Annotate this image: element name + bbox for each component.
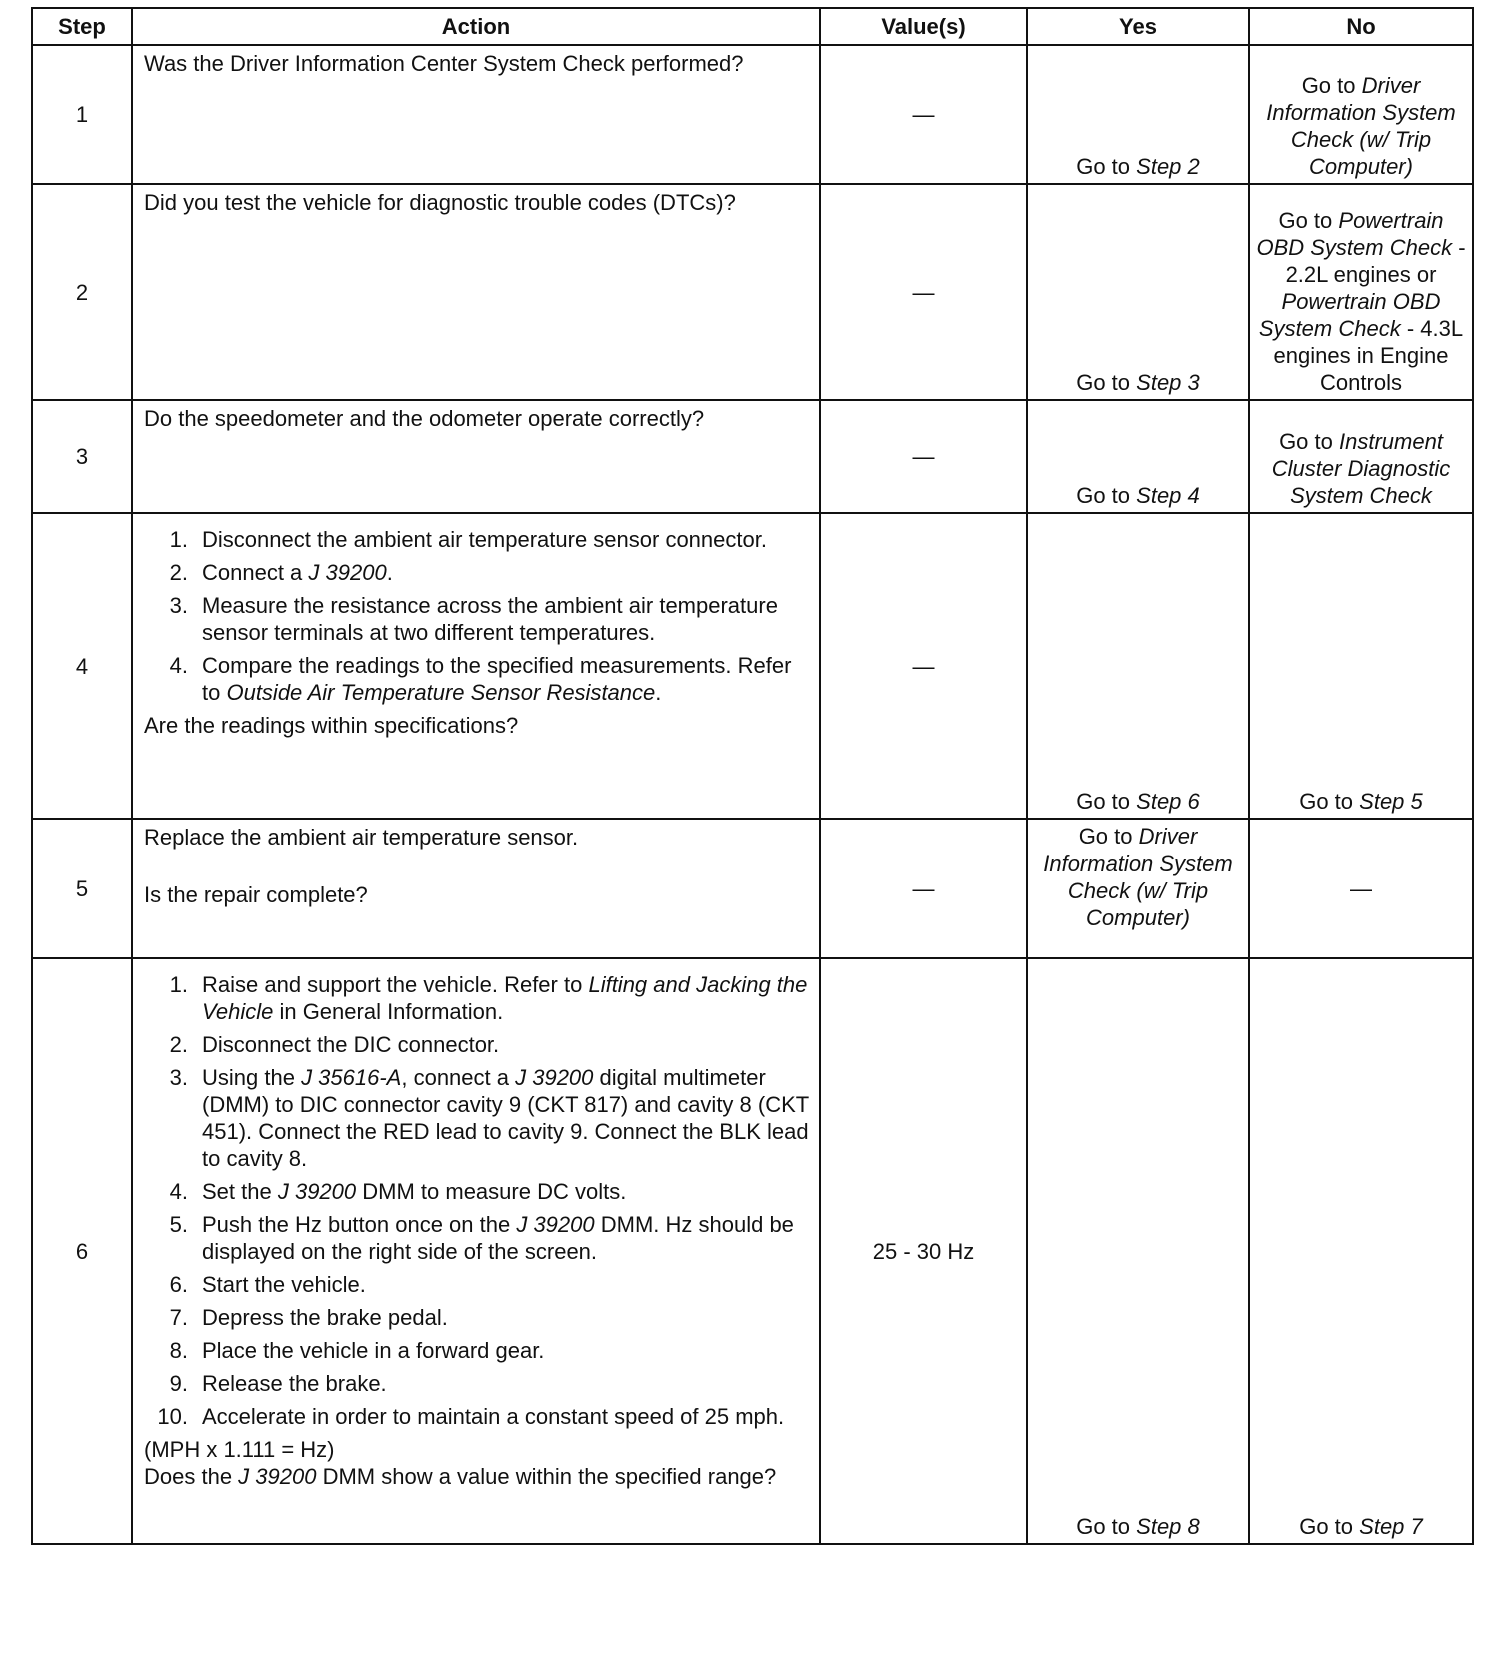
yes-target: Step 4 <box>1136 483 1200 508</box>
step-number: 6 <box>32 958 132 1544</box>
list-item: 4. Compare the readings to the specified measurements. Refer to Outside Air Temperature Sensor Resistance. <box>169 653 792 705</box>
value-cell: — <box>820 513 1027 819</box>
header-step: Step <box>32 8 132 45</box>
table-row <box>32 819 1473 958</box>
no-target: Powertrain OBD System Check <box>1258 289 1441 341</box>
yes-cell <box>1027 45 1249 184</box>
yes-cell <box>1027 819 1249 958</box>
action-text <box>132 45 820 184</box>
yes-target: Step 2 <box>1136 154 1200 179</box>
list-item: 1. Disconnect the ambient air temperature sensor connector. <box>169 527 767 552</box>
list-item: 2. Connect a J 39200. <box>169 560 393 585</box>
action-question: Does the J 39200 DMM show a value within the specified range? <box>144 1464 777 1489</box>
go-to-label: Go to <box>1076 1514 1131 1539</box>
list-item: 6. Start the vehicle. <box>169 1272 366 1297</box>
go-to-label: Go to <box>1301 73 1356 98</box>
yes-cell <box>1027 958 1249 1544</box>
step-number: 1 <box>32 45 132 184</box>
procedure-list <box>144 526 809 706</box>
go-to-label: Go to <box>1078 824 1133 849</box>
diagnostic-table <box>31 7 1474 1545</box>
yes-cell <box>1027 513 1249 819</box>
list-item: 4. Set the J 39200 DMM to measure DC volts. <box>169 1179 627 1204</box>
table-row <box>32 184 1473 400</box>
value-cell: — <box>820 400 1027 513</box>
no-cell <box>1249 184 1473 400</box>
no-cell <box>1249 45 1473 184</box>
table-row <box>32 400 1473 513</box>
action-text <box>132 819 820 958</box>
no-text: - 4.3L engines in Engine Controls <box>1273 316 1464 395</box>
action-text <box>132 513 820 819</box>
procedure-list <box>144 971 809 1430</box>
yes-target: Driver Information System Check (w/ Trip Computer) <box>1043 824 1233 930</box>
action-question: Was the Driver Information Center System Check performed? <box>144 51 744 76</box>
no-target: Step 5 <box>1359 789 1423 814</box>
list-item: 2. Disconnect the DIC connector. <box>169 1032 500 1057</box>
action-instruction: Replace the ambient air temperature sensor. <box>144 825 579 850</box>
action-question: Is the repair complete? <box>144 882 368 907</box>
header-row <box>32 8 1473 45</box>
value-cell: — <box>820 184 1027 400</box>
no-target: Powertrain OBD System Check <box>1256 208 1453 260</box>
header-action: Action <box>132 8 820 45</box>
list-item: 7. Depress the brake pedal. <box>169 1305 448 1330</box>
list-item: 5. Push the Hz button once on the J 39200 DMM. Hz should be displayed on the right side of the screen. <box>169 1212 794 1264</box>
step-number: 2 <box>32 184 132 400</box>
value-cell: 25 - 30 Hz <box>820 958 1027 1544</box>
go-to-label: Go to <box>1076 370 1131 395</box>
header-yes: Yes <box>1027 8 1249 45</box>
go-to-label: Go to <box>1076 483 1131 508</box>
step-number: 4 <box>32 513 132 819</box>
list-item: 1. Raise and support the vehicle. Refer to Lifting and Jacking the Vehicle in General Information. <box>169 972 808 1024</box>
no-target: Instrument Cluster Diagnostic System Check <box>1271 429 1451 508</box>
list-item: 9. Release the brake. <box>169 1371 387 1396</box>
header-no: No <box>1249 8 1473 45</box>
action-text <box>132 184 820 400</box>
value-cell: — <box>820 819 1027 958</box>
list-item: 3. Measure the resistance across the ambient air temperature sensor terminals at two different temperatures. <box>169 593 778 645</box>
list-item: 3. Using the J 35616-A, connect a J 39200 digital multimeter (DMM) to DIC connector cavity 9 (CKT 817) and cavity 8 (CKT 451). Connect the RED lead to cavity 9. Connect the BLK lead to cavity 8. <box>169 1065 809 1171</box>
header-values: Value(s) <box>820 8 1027 45</box>
yes-cell <box>1027 400 1249 513</box>
action-question: Did you test the vehicle for diagnostic trouble codes (DTCs)? <box>144 190 736 215</box>
go-to-label: Go to <box>1278 208 1333 233</box>
yes-cell <box>1027 184 1249 400</box>
action-question: Do the speedometer and the odometer operate correctly? <box>144 406 705 431</box>
no-cell <box>1249 958 1473 1544</box>
table-row <box>32 45 1473 184</box>
go-to-label: Go to <box>1076 789 1131 814</box>
no-target: Step 7 <box>1359 1514 1423 1539</box>
go-to-label: Go to <box>1299 1514 1354 1539</box>
list-item: 8. Place the vehicle in a forward gear. <box>169 1338 545 1363</box>
go-to-label: Go to <box>1076 154 1131 179</box>
step-number: 3 <box>32 400 132 513</box>
no-cell <box>1249 513 1473 819</box>
yes-target: Step 3 <box>1136 370 1200 395</box>
no-target: Driver Information System Check (w/ Trip Computer) <box>1266 73 1456 179</box>
no-cell: — <box>1249 819 1473 958</box>
table-row <box>32 958 1473 1544</box>
step-number: 5 <box>32 819 132 958</box>
action-question: Are the readings within specifications? <box>144 713 519 738</box>
yes-target: Step 6 <box>1136 789 1200 814</box>
action-text <box>132 400 820 513</box>
yes-target: Step 8 <box>1136 1514 1200 1539</box>
list-item: 10. Accelerate in order to maintain a constant speed of 25 mph. <box>157 1404 785 1429</box>
go-to-label: Go to <box>1299 789 1354 814</box>
no-text: - 2.2L engines or <box>1285 235 1466 287</box>
value-cell: — <box>820 45 1027 184</box>
go-to-label: Go to <box>1279 429 1333 454</box>
table-row <box>32 513 1473 819</box>
action-text <box>132 958 820 1544</box>
formula-note: (MPH x 1.111 = Hz) <box>144 1437 335 1462</box>
no-cell <box>1249 400 1473 513</box>
